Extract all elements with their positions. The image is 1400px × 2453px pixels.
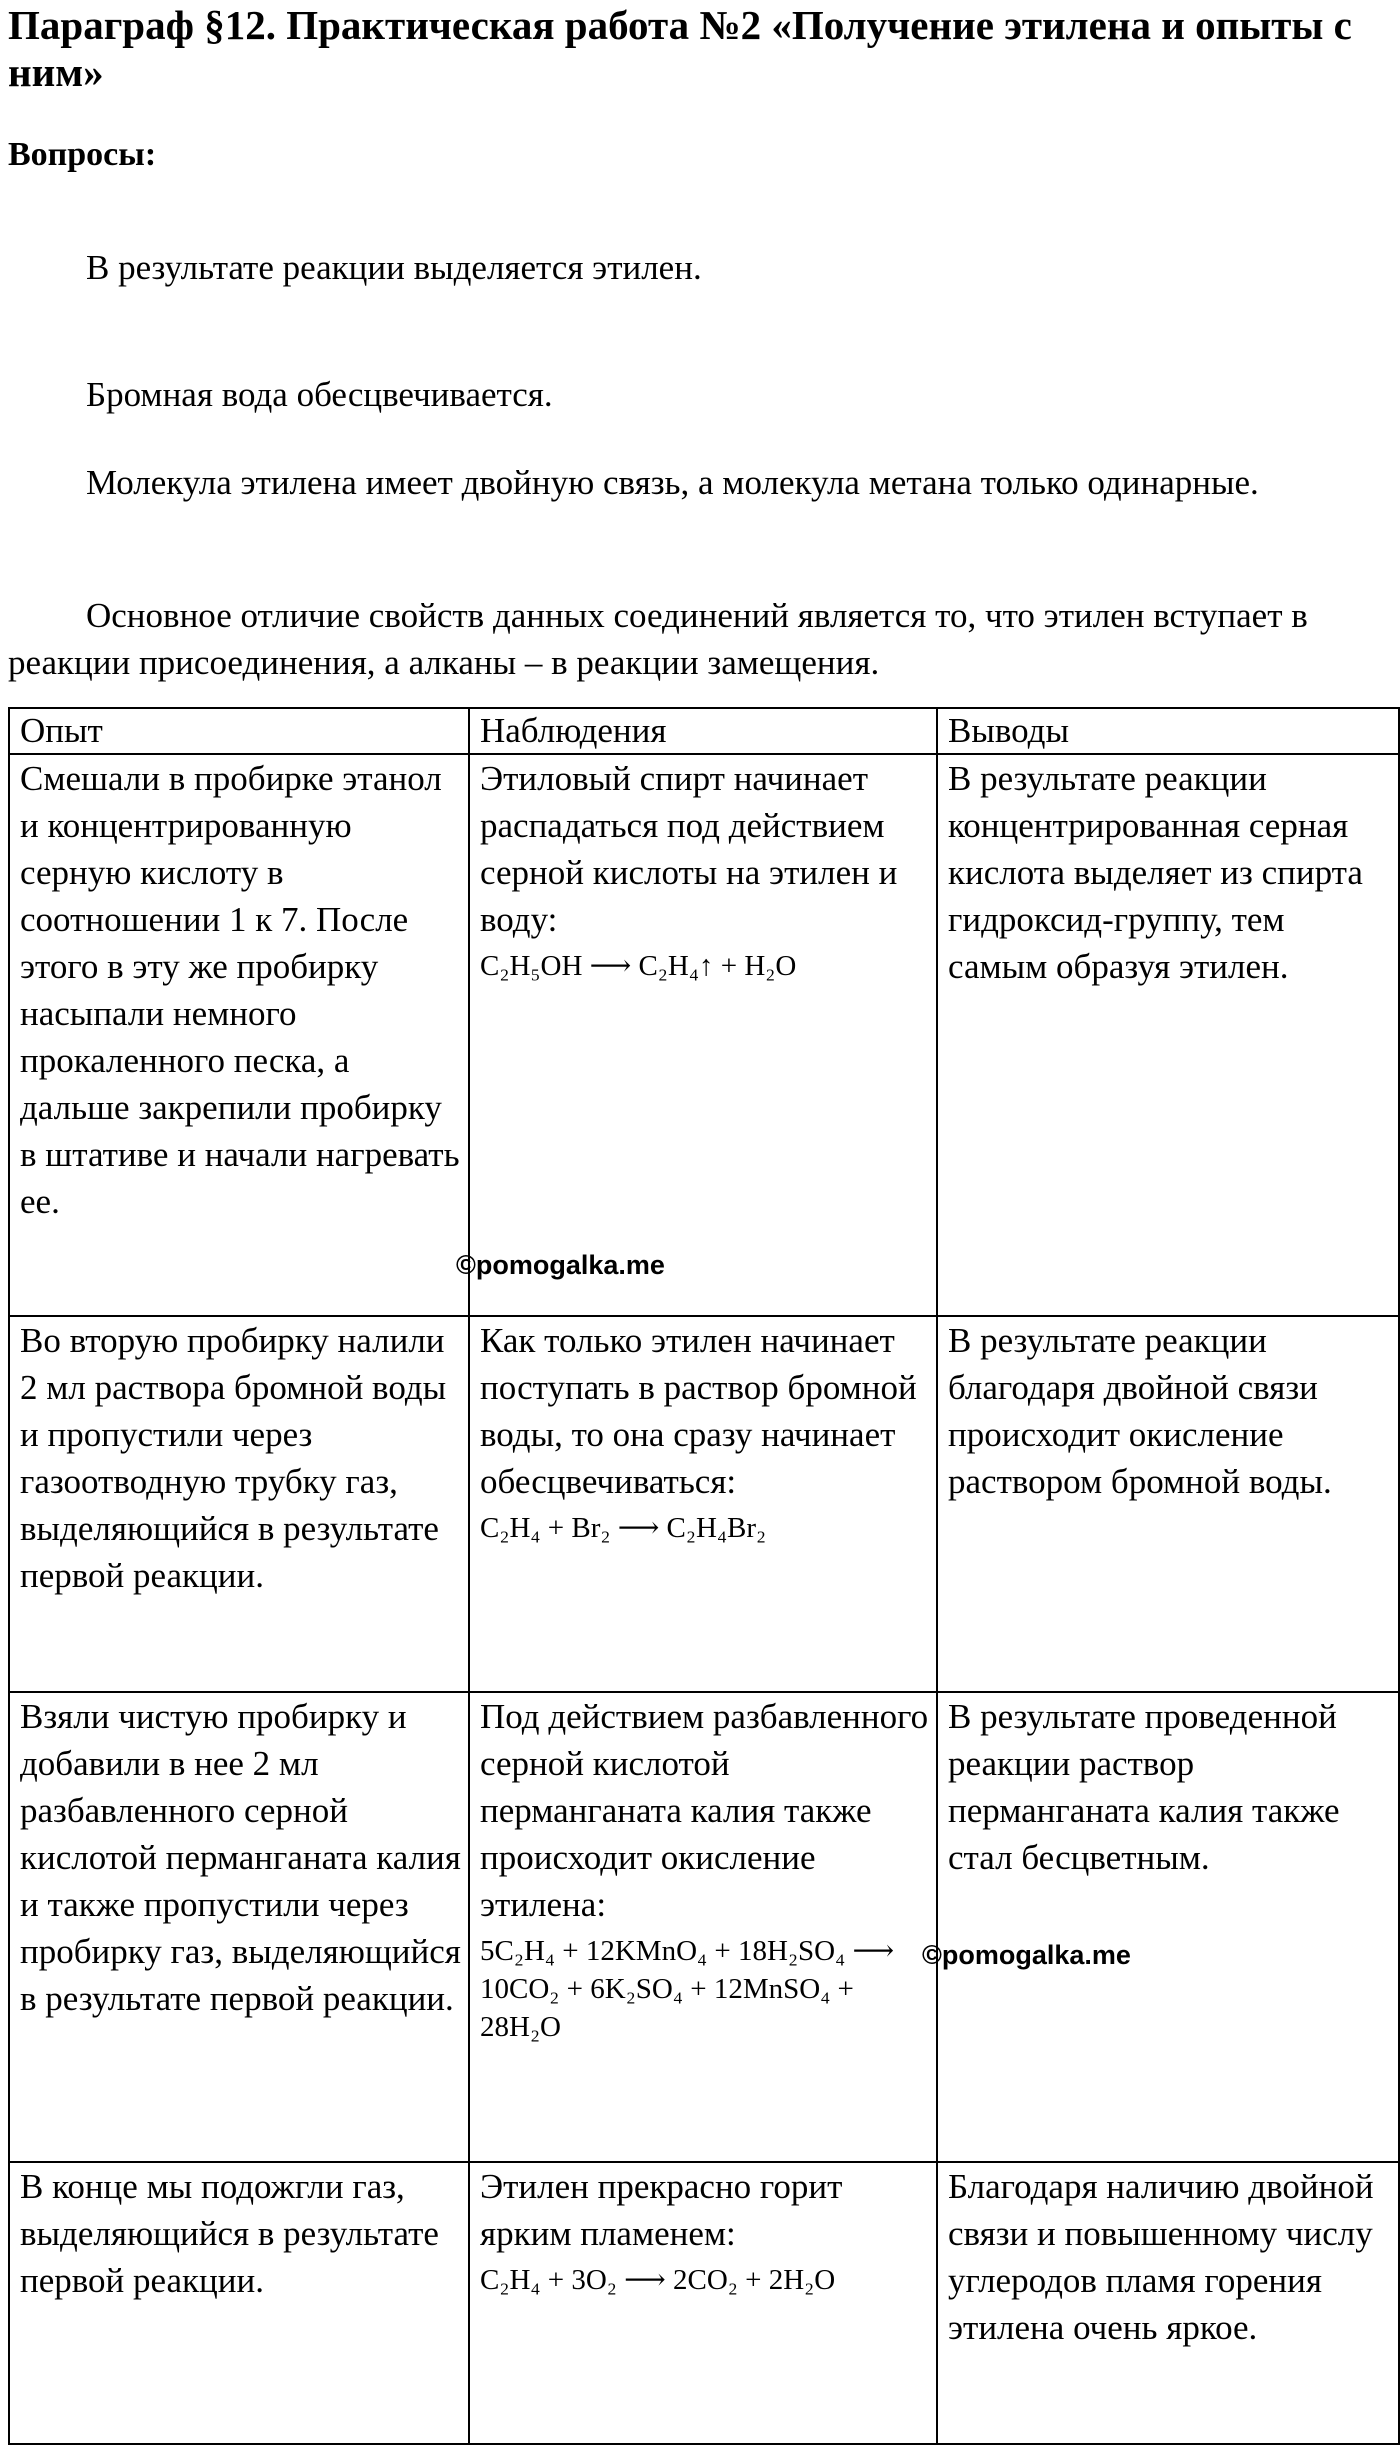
experiment-cell: Взяли чистую пробирку и добавили в нее 2 мл разбавленного серной кислотой перманганата калия и также пропустили через пробирку газ, выделяющийся в результате первой реакции.: [9, 1692, 469, 2162]
observation-cell: [469, 2162, 937, 2444]
observation-text: Под действием разбавленного серной кислотой перманганата калия также происходит окисление этилена:: [480, 1697, 929, 1924]
experiment-table: [8, 707, 1400, 2445]
header-experiment: Опыт: [9, 708, 469, 754]
experiment-cell: Во вторую пробирку налили 2 мл раствора бромной воды и пропустили через газоотводную трубку газ, выделяющийся в результате первой реакции.: [9, 1316, 469, 1692]
observation-cell: [469, 1316, 937, 1692]
watermark: ©pomogalka.me: [922, 1940, 1131, 1970]
conclusion-cell: В результате проведенной реакции раствор перманганата калия также стал бесцветным.: [937, 1692, 1399, 2162]
reaction-equation: C₂H₅OH ⟶ C₂H₄↑ + H₂O: [480, 950, 797, 982]
experiment-cell: Смешали в пробирке этанол и концентрированную серную кислоту в соотношении 1 к 7. После этого в эту же пробирку насыпали немного прокаленного песка, а дальше закрепили пробирку в штативе и начали нагревать ее.: [9, 754, 469, 1316]
conclusion-cell: В результате реакции благодаря двойной связи происходит окисление раствором бромной воды.: [937, 1316, 1399, 1692]
header-conclusions: Выводы: [937, 708, 1399, 754]
observation-text: Этилен прекрасно горит ярким пламенем:: [480, 2167, 843, 2253]
observation-text: Этиловый спирт начинает распадаться под действием серной кислоты на этилен и воду:: [480, 759, 898, 939]
answer-paragraph-2: Бромная вода обесцвечивается.: [86, 375, 553, 414]
reaction-equation: C₂H₄ + Br₂ ⟶ C₂H₄Br₂: [480, 1512, 767, 1544]
watermark: ©pomogalka.me: [456, 1250, 665, 1280]
answer-paragraph-4: Основное отличие свойств данных соединений является то, что этилен вступает в реакции присоединения, а алканы – в реакции замещения.: [8, 596, 1308, 682]
answer-paragraph-3: Молекула этилена имеет двойную связь, а молекула метана только одинарные.: [86, 463, 1259, 502]
header-observations: Наблюдения: [469, 708, 937, 754]
observation-text: Как только этилен начинает поступать в раствор бромной воды, то она сразу начинает обесцвечиваться:: [480, 1321, 917, 1501]
observation-cell: [469, 754, 937, 1316]
table-row: [9, 754, 1399, 1316]
reaction-equation: 5C₂H₄ + 12KMnO₄ + 18H₂SO₄ ⟶ 10CO₂ + 6K₂SO₄ + 12MnSO₄ + 28H₂O: [480, 1935, 895, 2043]
page-title: Параграф §12. Практическая работа №2 «Получение этилена и опыты с ним»: [8, 2, 1352, 95]
experiment-cell: В конце мы подожгли газ, выделяющийся в результате первой реакции.: [9, 2162, 469, 2444]
reaction-equation: C₂H₄ + 3O₂ ⟶ 2CO₂ + 2H₂O: [480, 2264, 836, 2296]
table-row: [9, 1692, 1399, 2162]
table-row: [9, 2162, 1399, 2444]
answer-paragraph-1: В результате реакции выделяется этилен.: [86, 248, 702, 287]
conclusion-cell: Благодаря наличию двойной связи и повышенному числу углеродов пламя горения этилена очень яркое.: [937, 2162, 1399, 2444]
questions-heading: Вопросы:: [8, 136, 157, 173]
observation-cell: [469, 1692, 937, 2162]
table-row: [9, 1316, 1399, 1692]
conclusion-cell: В результате реакции концентрированная серная кислота выделяет из спирта гидроксид-группу, тем самым образуя этилен.: [937, 754, 1399, 1316]
table-header-row: [9, 708, 1399, 754]
